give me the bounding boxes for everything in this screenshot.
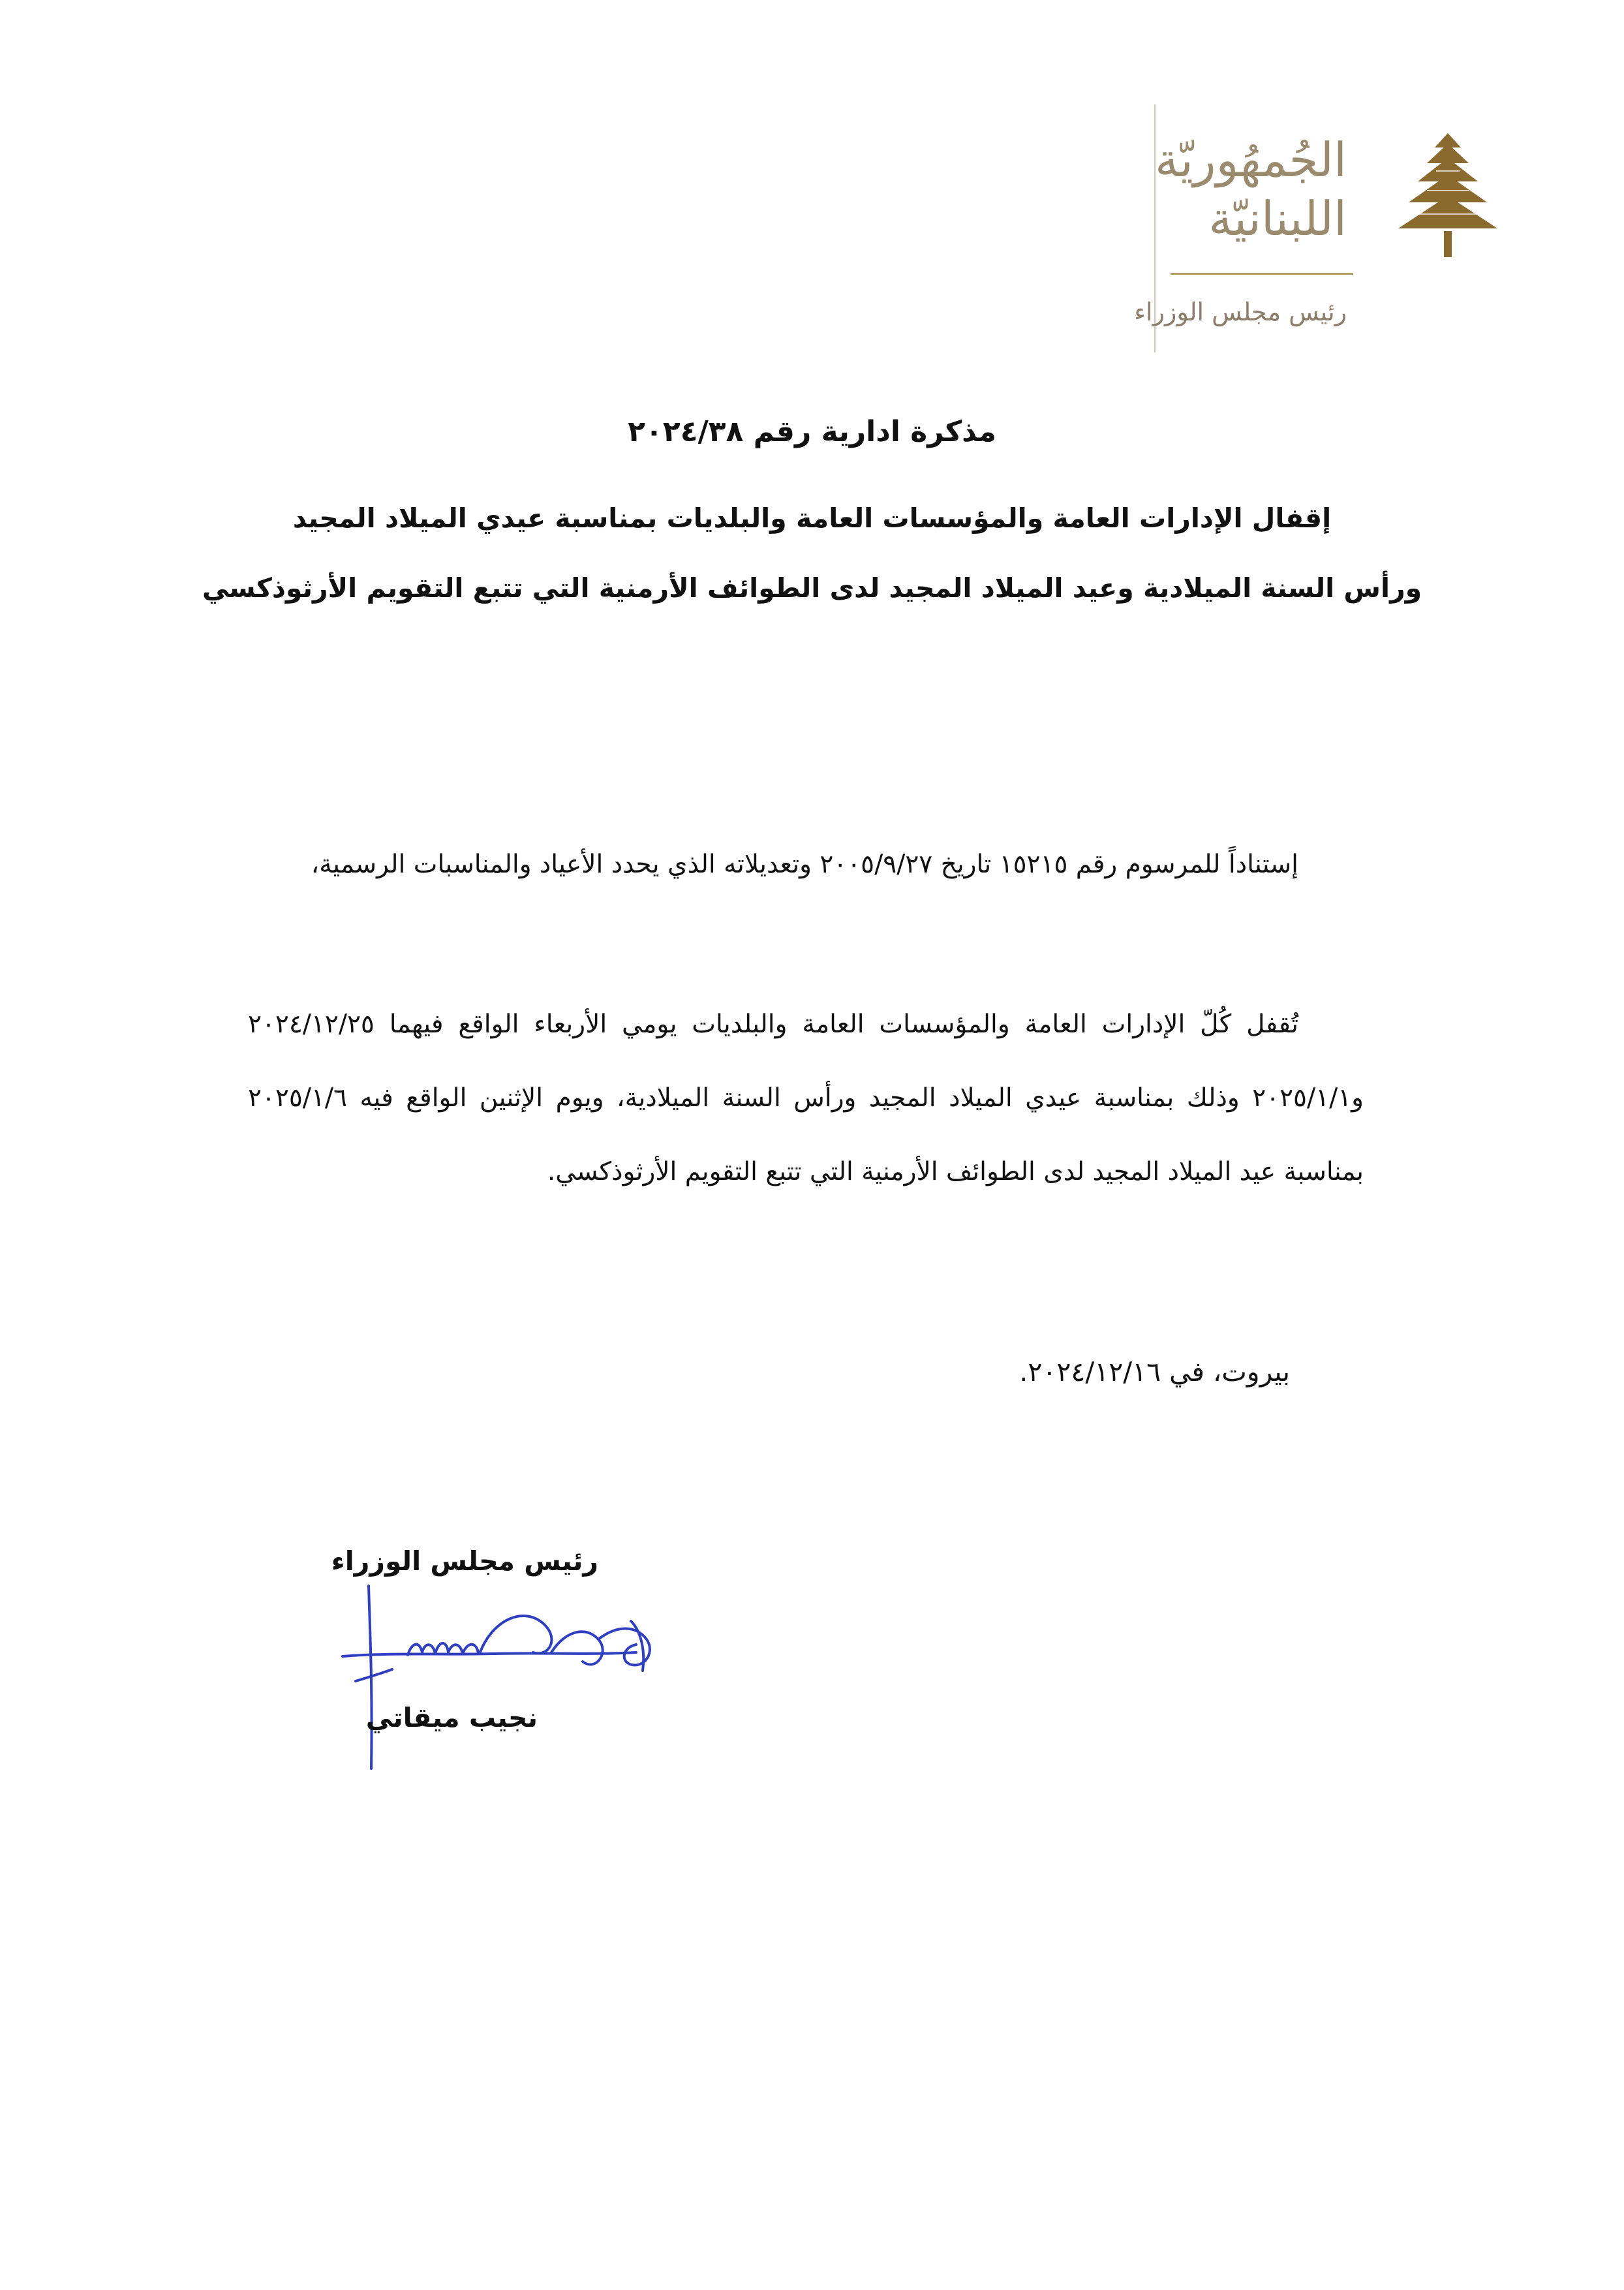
handwritten-signature: [329, 1579, 695, 1775]
office-name: رئيس مجلس الوزراء: [1134, 298, 1347, 326]
memo-title: مذكرة ادارية رقم ٢٠٢٤/٣٨: [628, 415, 996, 448]
emblem-text-line2: اللبنانيّة: [1208, 191, 1347, 246]
body-paragraph-2: تُقفل كُلّ الإدارات العامة والمؤسسات العامة والبلديات يومي الأربعاء الواقع فيهما ٢٠٢٤/١٢/٢٥ و٢٠٢٥/١/١ وذلك بمناسبة عيدي الميلاد المجيد ورأس السنة الميلادية، ويوم الإثنين الواقع فيه ٢٠٢٥/١/٦ بمناسبة عيد الميلاد المجيد لدى الطوائف الأرمنية التي تتبع التقويم الأرثوذكسي.: [248, 1010, 1364, 1186]
subject-line-2: ورأس السنة الميلادية وعيد الميلاد المجيد لدى الطوائف الأرمنية التي تتبع التقويم الأرثوذكسي: [202, 572, 1422, 604]
place-date: بيروت، في ٢٠٢٤/١٢/١٦.: [1019, 1356, 1290, 1387]
letterhead: [1135, 104, 1500, 359]
emblem-text-line1: الجُمهُوريّة: [1155, 132, 1347, 187]
subject-line-1: إقفال الإدارات العامة والمؤسسات العامة والبلديات بمناسبة عيدي الميلاد المجيد: [292, 503, 1332, 534]
signatory-title: رئيس مجلس الوزراء: [331, 1545, 598, 1577]
cedar-emblem-icon: [1396, 133, 1500, 264]
signatory-name: نجيب ميقاتي: [365, 1702, 538, 1733]
emblem-rule: [1171, 273, 1353, 275]
body-paragraph-1: إستناداً للمرسوم رقم ١٥٢١٥ تاريخ ٢٠٠٥/٩/٢٧ وتعديلاته الذي يحدد الأعياد والمناسبات الرسمية،: [311, 850, 1298, 879]
